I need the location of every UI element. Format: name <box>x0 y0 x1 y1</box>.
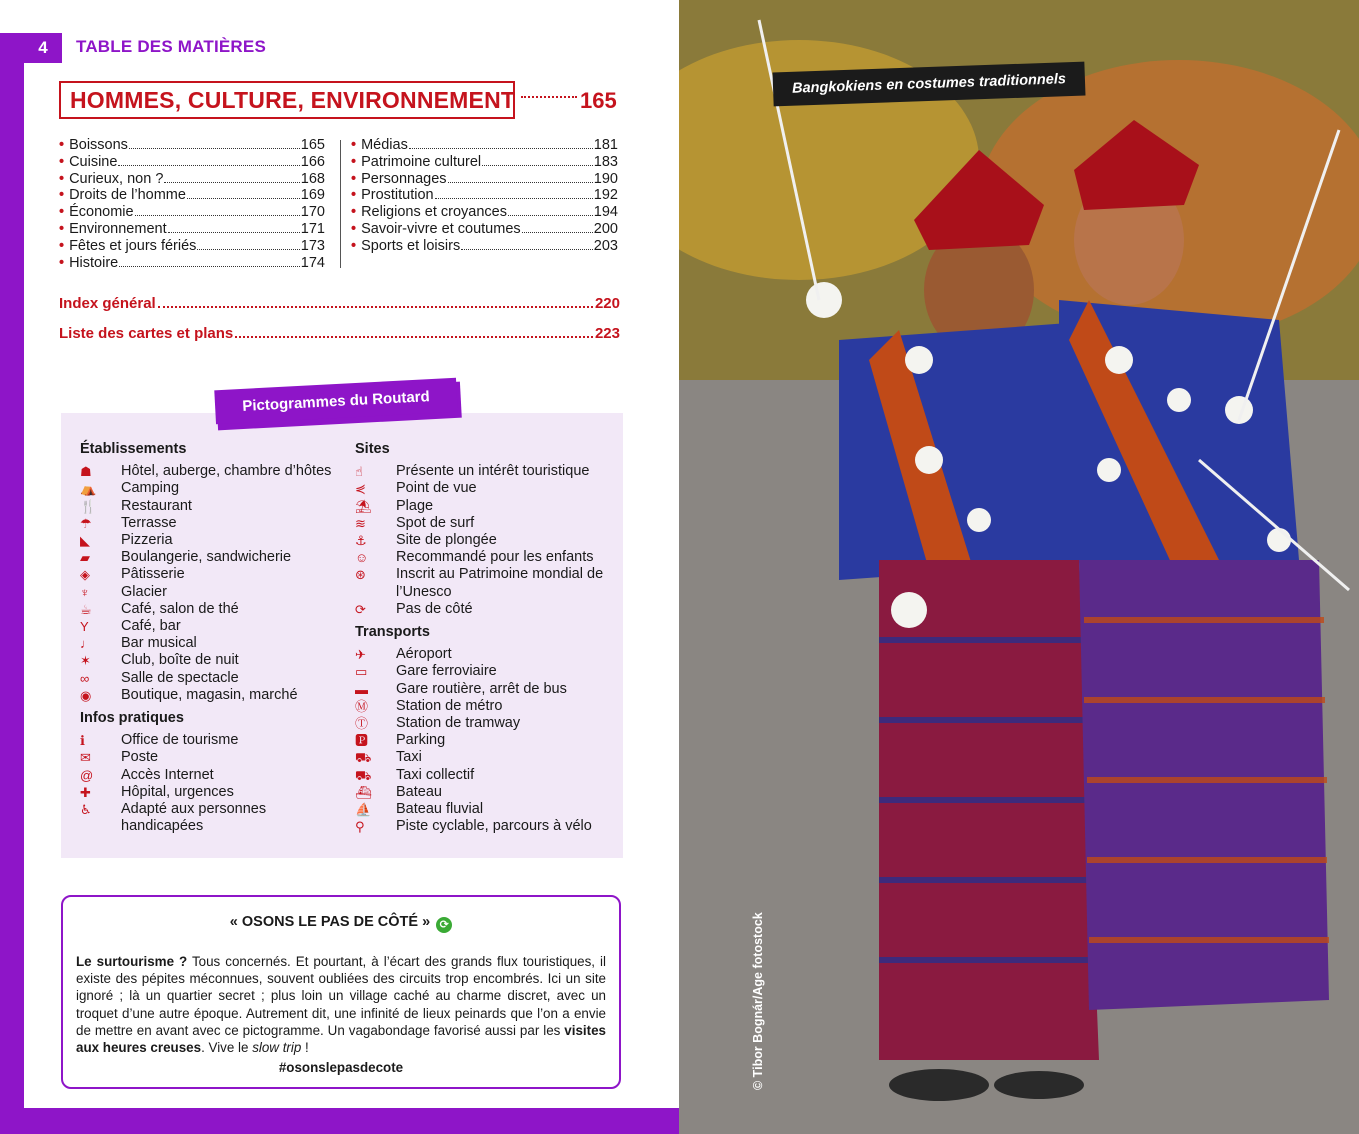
leader-dots <box>129 148 300 149</box>
pictogram-row <box>355 681 615 698</box>
toc-page: 190 <box>593 170 618 187</box>
icecream-icon: ♆ <box>80 584 90 600</box>
pictogram-column-right <box>355 441 615 835</box>
beach-icon: ⛱ <box>355 498 372 514</box>
toc-page: 169 <box>300 187 325 204</box>
page-number: 4 <box>24 33 62 63</box>
leader-dots <box>187 198 300 199</box>
toc-item[interactable] <box>351 171 618 188</box>
toc-page: 183 <box>593 153 618 170</box>
toc-label: Fêtes et jours fériés <box>69 237 197 254</box>
toc-label: Curieux, non ? <box>69 170 164 187</box>
toc-page: 174 <box>300 254 325 271</box>
left-frame-bar <box>0 33 24 1134</box>
pictogram-row <box>355 463 615 480</box>
pictogram-row <box>355 601 615 618</box>
index-row-general[interactable] <box>59 295 620 312</box>
bullet: • <box>351 204 357 221</box>
toc-page: 192 <box>593 187 618 204</box>
pictogram-row <box>80 463 340 480</box>
internet-icon: @ <box>80 767 94 783</box>
pictogram-row <box>80 652 340 669</box>
pictogram-row <box>355 784 615 801</box>
pictogram-label: Aéroport <box>396 646 452 663</box>
toc-page: 171 <box>300 220 325 237</box>
infos-heading: Infos pratiques <box>80 710 184 727</box>
leader-dots <box>448 182 593 183</box>
toc-item[interactable] <box>59 171 325 188</box>
airport-icon: ✈ <box>355 647 366 663</box>
leader-dots <box>164 182 299 183</box>
index-row-maps[interactable] <box>59 325 620 342</box>
bullet: • <box>59 237 65 254</box>
pictogram-row <box>355 566 615 600</box>
pictogram-label: Présente un intérêt touristique <box>396 463 590 480</box>
pictogram-row <box>80 801 340 835</box>
toc-page: 203 <box>593 237 618 254</box>
pictogram-label: Poste <box>121 749 159 766</box>
pictogram-label: Spot de surf <box>396 514 475 531</box>
transports-heading: Transports <box>355 624 430 641</box>
pictogram-label: Recommandé pour les enfants <box>396 549 594 566</box>
toc-item[interactable] <box>59 255 325 272</box>
pictogram-label: Bateau <box>396 783 442 800</box>
pictogram-label: Club, boîte de nuit <box>121 652 239 669</box>
leader-dots <box>435 198 593 199</box>
toc-label: Environnement <box>69 220 167 237</box>
toc-page: 170 <box>300 204 325 221</box>
pictogram-row <box>80 670 340 687</box>
pictogram-label: Taxi <box>396 749 422 766</box>
pictogram-label: Hôpital, urgences <box>121 783 234 800</box>
page-title: TABLE DES MATIÈRES <box>76 37 266 56</box>
pictogram-tab: Pictogrammes du Routard <box>214 378 457 425</box>
coffee-icon: ☕ <box>80 601 92 617</box>
pictogram-row <box>355 532 615 549</box>
bullet: • <box>351 170 357 187</box>
section-page: 165 <box>580 88 617 113</box>
toc-page: 173 <box>300 237 325 254</box>
info-icon: ℹ <box>80 733 85 749</box>
pictogram-label: Pas de côté <box>396 600 473 617</box>
interest-icon: ☝ <box>355 464 363 480</box>
osons-text-1: Tous concernés. Et pourtant, à l’écart des grands flux touristiques, il existe des pépites méconnues, souvent oubliées des circuits trop encombrés. Ici un site ignoré ; là un quartier secret ; plus loin un village caché au charme discret, avec un troquet d’une autre époque. Autrement dit, une infinité de lieux peinards que l’on a envie de mettre en avant avec ce pictogramme. Un vagabondage favorisé aussi par les <box>76 954 606 1038</box>
toc-label: Histoire <box>69 254 119 271</box>
pictogram-row <box>355 732 615 749</box>
pictogram-label: Point de vue <box>396 480 477 497</box>
restaurant-icon: 🍴 <box>80 498 97 514</box>
train-icon: ▭ <box>355 664 368 680</box>
leader-dots <box>461 249 593 250</box>
bicycle-icon: ⚲ <box>355 819 365 835</box>
pictogram-label: Gare ferroviaire <box>396 663 497 680</box>
pictogram-row <box>80 498 340 515</box>
toc-label: Religions et croyances <box>361 204 507 221</box>
toc-item[interactable] <box>59 137 325 154</box>
leader-dots <box>482 165 593 166</box>
osons-hashtag: #osonslepasdecote <box>278 1060 404 1075</box>
toc-page: 194 <box>593 204 618 221</box>
pictogram-row <box>80 687 340 704</box>
pictogram-label: Café, bar <box>121 618 181 635</box>
river-boat-icon: ⛵ <box>355 802 372 818</box>
bullet: • <box>59 137 65 153</box>
parking-icon: 🅿 <box>355 733 369 749</box>
bullet: • <box>59 153 65 170</box>
pictogram-label: Adapté aux personnes handicapées <box>121 801 267 835</box>
pictogram-row <box>355 818 615 835</box>
osons-box <box>61 895 621 1089</box>
pictogram-label: Pizzeria <box>121 532 173 549</box>
toc-item[interactable] <box>351 187 618 204</box>
toc-label: Savoir-vivre et coutumes <box>361 220 521 237</box>
toc-item[interactable] <box>351 154 618 171</box>
photo <box>679 0 1359 1134</box>
osons-text-2: . Vive le <box>201 1040 253 1056</box>
pictogram-label: Piste cyclable, parcours à vélo <box>396 818 592 835</box>
theatre-icon: ∞ <box>80 670 90 686</box>
pictogram-label: Gare routière, arrêt de bus <box>396 680 567 697</box>
pictogram-row <box>80 549 340 566</box>
pictogram-row <box>80 532 340 549</box>
pictogram-label: Boulangerie, sandwicherie <box>121 549 292 566</box>
toc-label: Économie <box>69 204 134 221</box>
pictogram-row <box>355 698 615 715</box>
toc-item[interactable] <box>351 204 618 221</box>
infos-list <box>80 732 340 835</box>
toc-item[interactable] <box>59 238 325 255</box>
glass-icon: Y <box>80 619 89 635</box>
pictogram-row <box>80 584 340 601</box>
pictogram-row <box>355 498 615 515</box>
pictogram-label: Accès Internet <box>121 766 214 783</box>
toc-separator <box>340 140 341 268</box>
leader-dots <box>409 148 593 149</box>
pictogram-label: Bateau fluvial <box>396 801 484 818</box>
toc-item[interactable] <box>59 154 325 171</box>
index-page: 223 <box>594 325 620 342</box>
osons-title <box>63 914 619 933</box>
bullet: • <box>351 153 357 170</box>
toc-label: Prostitution <box>361 187 434 204</box>
toc-item[interactable] <box>351 238 618 255</box>
pictogram-label: Office de tourisme <box>121 732 239 749</box>
index-page: 220 <box>594 295 620 312</box>
toc-label: Sports et loisirs <box>361 237 461 254</box>
bullet: • <box>59 187 65 204</box>
toc-label: Médias <box>361 137 408 153</box>
pictogram-label: Plage <box>396 497 434 514</box>
pizza-icon: ◣ <box>80 533 90 549</box>
etablissements-heading: Établissements <box>80 441 187 457</box>
children-icon: ☺ <box>355 550 369 566</box>
leader-dots <box>158 306 593 308</box>
pictogram-row <box>80 749 340 766</box>
pictogram-row <box>355 749 615 766</box>
pictogram-row <box>80 618 340 635</box>
bus-icon: ▬ <box>355 681 368 697</box>
taxi-icon: ⛟ <box>355 750 372 766</box>
camping-icon: ⛺ <box>80 481 97 497</box>
toc-item[interactable] <box>59 221 325 238</box>
toc-item[interactable] <box>59 187 325 204</box>
pictogram-row <box>80 601 340 618</box>
toc-label: Cuisine <box>69 153 118 170</box>
bullet: • <box>59 220 65 237</box>
pictogram-label: Hôtel, auberge, chambre d’hôtes <box>121 463 332 480</box>
pictogram-column-left <box>80 441 340 835</box>
leader-dots <box>197 249 299 250</box>
toc-page: 168 <box>300 170 325 187</box>
index-label: Liste des cartes et plans <box>59 325 234 342</box>
shared-taxi-icon: ⛟ <box>355 767 372 783</box>
terrace-icon: ☂ <box>80 515 92 531</box>
accessibility-icon: ♿ <box>80 802 92 818</box>
pictogram-row <box>80 566 340 583</box>
pictogram-label: Site de plongée <box>396 532 497 549</box>
pictogram-row <box>80 515 340 532</box>
leader-dots <box>522 232 593 233</box>
pictogram-label: Inscrit au Patrimoine mondial de l’Unesco <box>396 566 604 600</box>
sites-heading: Sites <box>355 441 390 457</box>
toc-page: 181 <box>593 137 618 153</box>
bullet: • <box>351 220 357 237</box>
toc-label: Patrimoine culturel <box>361 153 482 170</box>
offbeat-icon: ⟳ <box>436 917 452 933</box>
pictogram-label: Café, salon de thé <box>121 600 239 617</box>
bullet: • <box>351 237 357 254</box>
bullet: • <box>59 254 65 271</box>
section-header <box>59 81 515 119</box>
pictogram-label: Boutique, magasin, marché <box>121 686 298 703</box>
tram-icon: Ⓣ <box>355 716 369 732</box>
pictogram-row <box>355 549 615 566</box>
hospital-icon: ✚ <box>80 784 91 800</box>
pictogram-label: Salle de spectacle <box>121 669 239 686</box>
photo-credit: © Tibor Bognár/Age fotostock <box>751 912 765 1090</box>
leader-dots <box>235 336 593 338</box>
metro-icon: Ⓜ <box>355 698 369 714</box>
viewpoint-icon: ⋞ <box>355 481 366 497</box>
pictogram-label: Parking <box>396 732 446 749</box>
surf-icon: ≋ <box>355 515 366 531</box>
photo-caption: Bangkokiens en costumes traditionnels <box>773 62 1086 107</box>
index-label: Index général <box>59 295 156 312</box>
leader-dots <box>508 215 593 216</box>
pictogram-label: Bar musical <box>121 635 197 652</box>
osons-italic: slow trip <box>252 1040 302 1056</box>
hotel-icon: ☗ <box>80 464 92 480</box>
music-icon: ♩ <box>80 636 93 652</box>
pictogram-row <box>80 635 340 652</box>
osons-title-text: « OSONS LE PAS DE CÔTÉ » <box>229 914 431 930</box>
leader-dots <box>135 215 300 216</box>
pictogram-row <box>355 663 615 680</box>
pictogram-row <box>80 784 340 801</box>
pictogram-row <box>355 646 615 663</box>
bullet: • <box>351 137 357 153</box>
toc-item[interactable] <box>351 221 618 238</box>
pictogram-label: Camping <box>121 480 180 497</box>
boat-icon: ⛴ <box>355 784 372 800</box>
toc-page: 200 <box>593 220 618 237</box>
pictogram-row <box>355 801 615 818</box>
bullet: • <box>59 204 65 221</box>
toc-page: 165 <box>300 137 325 153</box>
pictogram-label: Station de métro <box>396 697 503 714</box>
bottom-frame-bar <box>0 1108 679 1134</box>
toc-right-column <box>351 137 618 255</box>
leader-dots <box>119 266 300 267</box>
pictogram-row <box>355 515 615 532</box>
toc-left-column <box>59 137 325 271</box>
offbeat-icon: ⟳ <box>355 601 366 617</box>
diving-icon: ⚓ <box>355 533 367 549</box>
shop-icon: ◉ <box>80 687 92 703</box>
photo-illustration <box>679 0 1359 1134</box>
toc-label: Personnages <box>361 170 447 187</box>
club-icon: ✶ <box>80 653 91 669</box>
unesco-icon: ⊛ <box>355 567 366 583</box>
pictogram-label: Station de tramway <box>396 715 521 732</box>
bullet: • <box>59 170 65 187</box>
mail-icon: ✉ <box>80 750 91 766</box>
toc-item[interactable] <box>351 137 618 154</box>
osons-lead: Le surtourisme ? <box>76 954 188 969</box>
toc-label: Boissons <box>69 137 128 153</box>
pastry-icon: ◈ <box>80 567 90 583</box>
pictogram-label: Pâtisserie <box>121 566 185 583</box>
pictogram-row <box>80 767 340 784</box>
pictogram-label: Taxi collectif <box>396 766 475 783</box>
pictogram-row <box>355 767 615 784</box>
pictogram-label: Terrasse <box>121 514 177 531</box>
osons-body <box>76 953 606 1056</box>
pictogram-label: Glacier <box>121 583 167 600</box>
sandwich-icon: ▰ <box>80 550 90 566</box>
osons-text-3: ! <box>301 1040 309 1056</box>
toc-item[interactable] <box>59 204 325 221</box>
transports-list <box>355 646 615 835</box>
section-title: HOMMES, CULTURE, ENVIRONNEMENT <box>70 86 516 113</box>
etablissements-list <box>80 463 340 704</box>
sites-list <box>355 463 615 618</box>
leader-dots <box>168 232 300 233</box>
leader-dots <box>118 165 299 166</box>
pictogram-row <box>355 480 615 497</box>
osons-bold-2: visites aux heures creuses <box>76 1022 606 1056</box>
toc-label: Droits de l’homme <box>69 187 186 204</box>
pictogram-row <box>80 480 340 497</box>
toc-page: 166 <box>300 153 325 170</box>
pictogram-row <box>355 715 615 732</box>
bullet: • <box>351 187 357 204</box>
pictogram-label: Restaurant <box>121 497 192 514</box>
pictogram-row <box>80 732 340 749</box>
section-leader-dots <box>521 96 577 98</box>
